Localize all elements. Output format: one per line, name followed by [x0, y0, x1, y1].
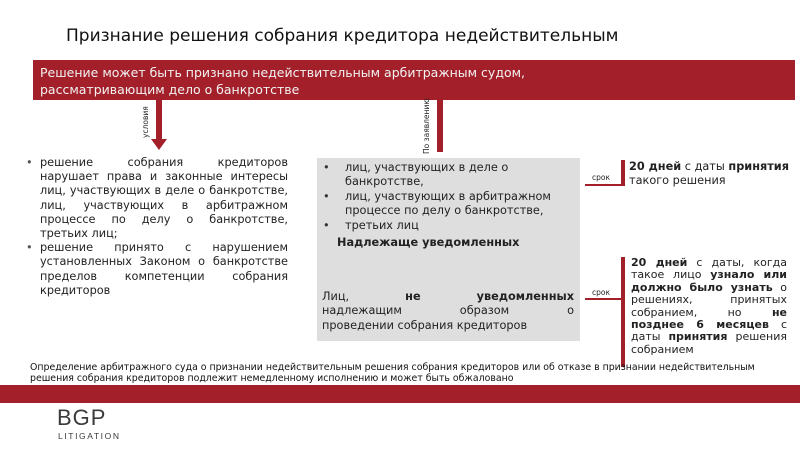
improper-word-about: о — [567, 304, 574, 318]
improper-word-proper: надлежащим — [322, 304, 402, 318]
term2-text-a: с даты, когда такое лицо — [631, 256, 787, 282]
term1-adoption: принятия — [728, 160, 789, 173]
term1-text — [629, 160, 789, 189]
term2-connector — [585, 298, 621, 300]
term2-text — [631, 257, 787, 356]
improper-word-manner: образом — [459, 304, 510, 318]
conditions-arrow-stem — [156, 100, 162, 140]
term1-accent-bar — [621, 160, 625, 186]
term1-days: 20 дней — [629, 160, 682, 173]
term2-text-b: о решениях, принятых собранием, но — [631, 280, 787, 319]
proper-notice-label: Надлежаще уведомленных — [337, 236, 520, 249]
term1-text-b: такого решения — [629, 174, 726, 188]
conditions-arrow-head — [151, 139, 167, 150]
term1-text-a: с даты — [681, 160, 729, 173]
term2-srok-label: срок — [592, 288, 611, 297]
improper-notice-line-1 — [322, 290, 574, 304]
term2-adoption: принятия — [668, 330, 728, 344]
improper-word-not: не — [405, 290, 421, 303]
applicant-item: • лиц, участвующих в деле о банкротстве, — [321, 161, 573, 190]
applicant-item: • третьих лиц — [321, 219, 573, 233]
banner-line-2: рассматривающим дело о банкротстве — [40, 82, 300, 97]
term1-connector — [585, 184, 621, 186]
term2-accent-bar — [621, 257, 625, 367]
conditions-arrow-label: условия — [141, 106, 150, 138]
improper-notice-text — [322, 290, 574, 333]
improper-word-notified: уведомленных — [476, 290, 574, 303]
decision-banner-text — [40, 64, 525, 98]
conditions-list — [26, 156, 288, 298]
footer-note: Определение арбитражного суда о признании недействительным решения собрания кредиторов или об отказе в признании недействительным решения собрания кредиторов подлежит немедленному исполнению и может быть обжаловано — [30, 362, 755, 384]
term1-srok-label: срок — [592, 173, 611, 182]
bottom-band — [0, 385, 800, 403]
term2-six-months: не позднее 6 месяцев — [631, 305, 787, 332]
term2-text-c: с даты — [631, 318, 787, 344]
bgp-logo: BGP — [57, 405, 107, 430]
page-title: Признание решения собрания кредитора недействительным — [66, 26, 619, 46]
application-arrow-label: По заявлению — [422, 98, 431, 154]
condition-item: • решение собрания кредиторов нарушает права и законные интересы лиц, участвующих в деле о банкротстве, лиц, участвующих в арбитражном процессе по делу о банкротстве, третьих лиц; — [26, 156, 288, 241]
term2-knew: узнало или должно было узнать — [631, 268, 788, 294]
improper-word-persons: Лиц, — [322, 290, 350, 303]
applicant-item: • лиц, участвующих в арбитражном процессе по делу о банкротстве, — [321, 190, 573, 219]
condition-item: • решение принято с нарушением установленных Законом о банкротстве пределов компетенции собрания кредиторов — [26, 241, 288, 298]
application-arrow-stem — [437, 100, 443, 152]
term2-text-d: решения собранием — [631, 330, 787, 356]
improper-notice-line-2 — [322, 304, 574, 318]
banner-line-1: Решение может быть признано недействительным арбитражным судом, — [40, 65, 526, 80]
improper-notice-line-3: проведении собрания кредиторов — [322, 318, 528, 332]
term2-days: 20 дней — [631, 256, 688, 269]
bgp-logo-subtitle: LITIGATION — [58, 431, 121, 441]
applicants-list — [321, 161, 573, 233]
